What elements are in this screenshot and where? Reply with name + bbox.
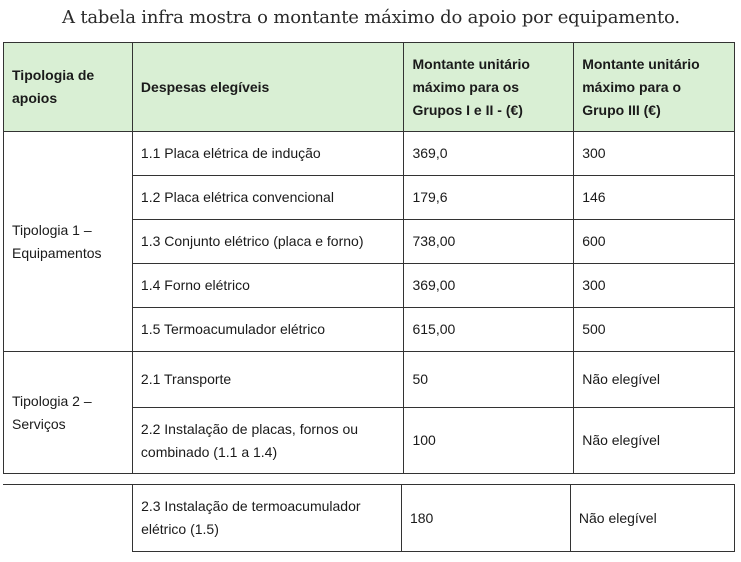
amount-group-3-cell: 500 [574, 308, 735, 352]
expense-cell: 2.2 Instalação de placas, fornos ou combinado (1.1 a 1.4) [132, 408, 404, 474]
table-row [4, 352, 735, 408]
expense-cell: 2.1 Transporte [132, 352, 404, 408]
support-amounts-table [3, 42, 735, 474]
table-row [4, 132, 735, 176]
amount-groups-1-2-cell: 369,00 [404, 264, 574, 308]
amount-groups-1-2-cell: 180 [401, 485, 570, 552]
expense-cell: 1.4 Forno elétrico [132, 264, 404, 308]
header-support-type: Tipologia de apoios [4, 43, 133, 132]
expense-cell: 1.1 Placa elétrica de indução [132, 132, 404, 176]
amount-groups-1-2-cell: 100 [404, 408, 574, 474]
table-header-row [4, 43, 735, 132]
amount-groups-1-2-cell: 50 [404, 352, 574, 408]
amount-group-3-cell: Não elegível [574, 352, 735, 408]
expense-cell: 1.3 Conjunto elétrico (placa e forno) [132, 220, 404, 264]
expense-cell: 1.2 Placa elétrica convencional [132, 176, 404, 220]
support-amounts-table-continued [3, 484, 735, 552]
amount-group-3-cell: Não elegível [570, 485, 734, 552]
header-eligible-expenses: Despesas elegíveis [132, 43, 404, 132]
amount-group-3-cell: 600 [574, 220, 735, 264]
group-services: Tipologia 2 – Serviços [4, 352, 133, 474]
amount-groups-1-2-cell: 369,0 [404, 132, 574, 176]
amount-groups-1-2-cell: 179,6 [404, 176, 574, 220]
amount-group-3-cell: Não elegível [574, 408, 735, 474]
header-max-group-3: Montante unitário máximo para o Grupo III (€) [574, 43, 735, 132]
intro-text: A tabela infra mostra o montante máximo do apoio por equipamento. [62, 7, 680, 28]
amount-group-3-cell: 300 [574, 264, 735, 308]
table-row [3, 485, 735, 552]
amount-group-3-cell: 146 [574, 176, 735, 220]
group-equipment: Tipologia 1 – Equipamentos [4, 132, 133, 352]
amount-group-3-cell: 300 [574, 132, 735, 176]
amount-groups-1-2-cell: 615,00 [404, 308, 574, 352]
header-max-groups-1-2: Montante unitário máximo para os Grupos I e II - (€) [404, 43, 574, 132]
amount-groups-1-2-cell: 738,00 [404, 220, 574, 264]
expense-cell: 2.3 Instalação de termoacumulador elétrico (1.5) [133, 485, 402, 552]
expense-cell: 1.5 Termoacumulador elétrico [132, 308, 404, 352]
group-empty-cell [3, 485, 133, 552]
